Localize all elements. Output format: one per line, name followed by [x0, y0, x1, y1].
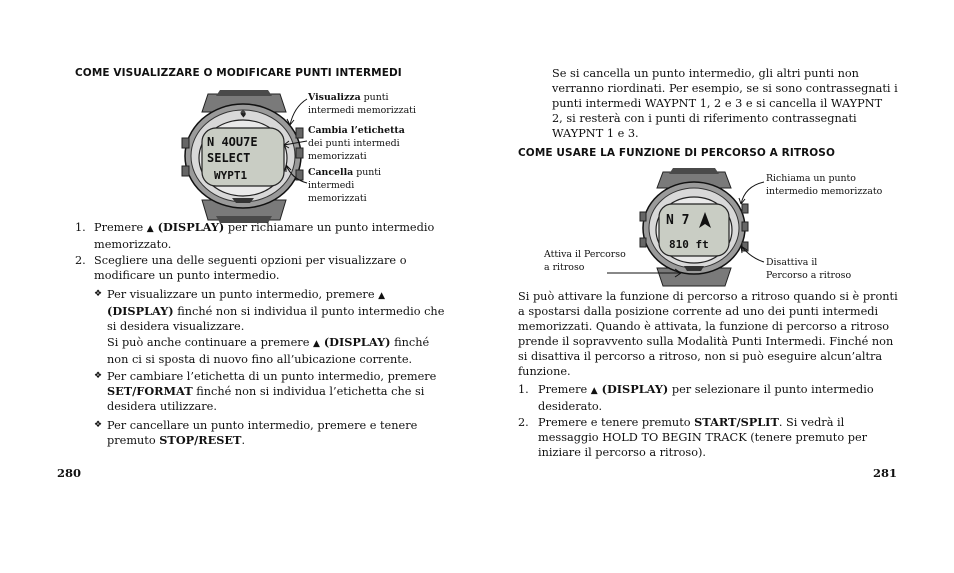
svg-text:♥: ♥	[241, 111, 246, 120]
diamond-bullet-icon: ❖	[94, 289, 103, 299]
triangle-up-icon: ▲	[146, 224, 154, 234]
watch-lcd-line3: WYPT1	[214, 169, 248, 182]
callout-disattiva: Disattiva il Percorso a ritroso	[766, 257, 852, 281]
intro-paragraph: Se si cancella un punto intermedio, gli altri punti non verranno riordinati. Per esempio, se si sono contrassegnati i punti intermedi WAYPNT 1, 2 e 3 e si cancella il WAYPNT 2, si resterà con i punti di riferimento contrassegnati WAYPNT 1 e 3.	[552, 67, 898, 140]
watch-lcd-line1: N 4OU7E	[207, 135, 258, 149]
diamond-bullet-icon: ❖	[94, 420, 103, 430]
watch-lcd-line2: SELECT	[207, 151, 251, 165]
backtrack-step-2: 2. Premere e tenere premuto START/SPLIT. Si vedrà il messaggio HOLD TO BEGIN TRACK (tenere premuto per iniziare il percorso a ritroso).	[518, 415, 868, 459]
callout-visualizza: Visualizza punti intermedi memorizzati	[308, 92, 416, 116]
backtrack-paragraph: Si può attivare la funzione di percorso a ritroso quando si è pronti a spostarsi dalla posizione corrente ad uno dei punti intermedi memorizzati. Quando è attivata, la funzione di percorso a ritroso prende il sopravvento sulla Modalità Punti Intermedi. Finché non si disattiva il percorso a ritroso, non si può eseguire alcun’altra funzione.	[518, 290, 898, 378]
right-page	[477, 0, 954, 573]
callout-richiama: Richiama un punto intermedio memorizzato	[766, 173, 883, 197]
bullet-visualize: ❖ Per visualizzare un punto intermedio, premere ▲ (DISPLAY) finché non si individua il punto intermedio che si desidera visualizzare.	[94, 288, 445, 333]
section-heading-backtrack: COME USARE LA FUNZIONE DI PERCORSO A RITROSO	[518, 147, 835, 159]
bullet-change-label: ❖ Per cambiare l’etichetta di un punto intermedio, premere SET/FORMAT finché non si individua l’etichetta che si desidera utilizzare.	[94, 370, 437, 413]
backtrack-step-1: 1. Premere ▲ (DISPLAY) per selezionare il punto intermedio desiderato.	[518, 382, 874, 413]
bullet-delete: ❖ Per cancellare un punto intermedio, premere e tenere premuto STOP/RESET.	[94, 419, 418, 447]
watch-lcd-line1: N 7	[666, 213, 690, 228]
callout-arrows-waypoints	[270, 95, 310, 195]
bullet-visualize-continue: Si può anche continuare a premere ▲ (DISPLAY) finché non ci si sposta di nuovo fino all’ubicazione corrente.	[107, 335, 430, 366]
section-heading-waypoints: COME VISUALIZZARE O MODIFICARE PUNTI INTERMEDI	[75, 67, 402, 79]
triangle-up-icon: ▲	[590, 386, 598, 396]
callout-cancella: Cancella punti intermedi memorizzati	[308, 167, 382, 204]
watch-lcd-line2: 810 ft	[669, 238, 709, 251]
page-number-right: 281	[873, 466, 898, 480]
callout-arrows-backtrack	[607, 180, 767, 280]
page-number-left: 280	[57, 466, 82, 480]
step-1: 1. Premere ▲ (DISPLAY) per richiamare un punto intermedio memorizzato.	[75, 220, 435, 251]
step-2: 2. Scegliere una delle seguenti opzioni per visualizzare o modificare un punto intermedio.	[75, 254, 407, 282]
callout-attiva: Attiva il Percorso a ritroso	[544, 249, 626, 273]
diamond-bullet-icon: ❖	[94, 371, 103, 381]
triangle-up-icon: ▲	[312, 339, 320, 349]
callout-cambia-etichetta: Cambia l’etichetta dei punti intermedi memorizzati	[308, 125, 405, 162]
triangle-up-icon: ▲	[378, 291, 386, 301]
